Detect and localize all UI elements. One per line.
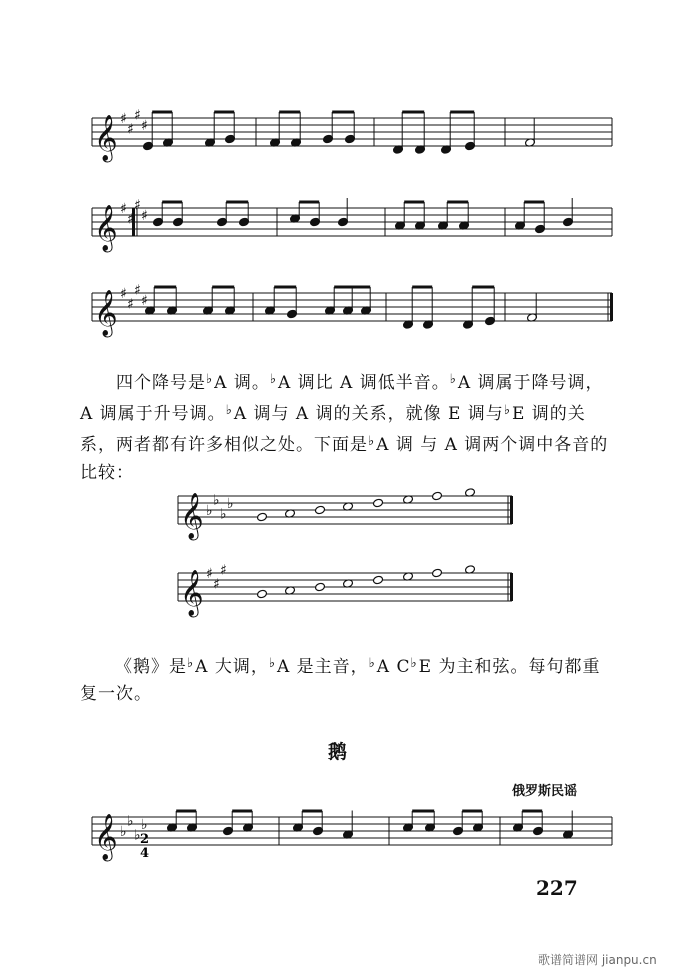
flat-icon: ♭: [213, 492, 220, 509]
treble-clef-icon: 𝄞: [180, 570, 204, 616]
sharp-icon: ♯: [120, 111, 127, 127]
text-run: A 调 与 A 调两个调中各音的比较：: [80, 435, 609, 483]
treble-clef-icon: 𝄞: [94, 814, 118, 860]
sharp-icon: ♯: [127, 296, 134, 313]
text-run: E 为主和弦。每句都重: [418, 657, 601, 677]
flat-sign: ♭: [206, 372, 214, 387]
text-run: E 调的关系，两者都有许多相似之处。下面是: [80, 404, 586, 455]
flat-sign: ♭: [449, 372, 457, 387]
flat-sign: ♭: [503, 403, 511, 418]
flat-icon: ♭: [220, 506, 227, 523]
sharp-icon: ♯: [220, 562, 227, 579]
final-barline: [610, 293, 613, 321]
sharp-icon: ♯: [206, 566, 213, 582]
flat-sign: ♭: [410, 656, 418, 671]
staff: [92, 208, 612, 236]
flat-icon: ♭: [141, 817, 148, 833]
note-head: [373, 498, 384, 508]
song-attribution: 俄罗斯民谣: [512, 784, 578, 799]
flat-icon: ♭: [134, 827, 141, 844]
note-head: [432, 568, 443, 578]
sharp-icon: ♯: [213, 576, 220, 593]
sharp-icon: ♯: [120, 286, 127, 302]
final-barline: [510, 573, 513, 601]
text-run: A C: [376, 657, 411, 677]
flat-sign: ♭: [368, 656, 376, 671]
sharp-icon: ♯: [134, 107, 141, 124]
time-signature-top: 2: [140, 832, 150, 847]
sharp-icon: ♯: [127, 121, 134, 138]
sharp-icon: ♯: [127, 211, 134, 228]
treble-clef-icon: 𝄞: [94, 290, 118, 336]
sharp-icon: ♯: [120, 201, 127, 217]
text-run: A 是主音，: [276, 657, 369, 677]
flat-icon: ♭: [206, 503, 213, 519]
flat-sign: ♭: [269, 372, 277, 387]
song-title: 鹅: [328, 741, 348, 763]
flat-sign: ♭: [368, 434, 376, 449]
note-head: [315, 582, 326, 592]
flat-sign: ♭: [268, 656, 276, 671]
watermark: 歌谱简谱网 jianpu.cn: [538, 953, 657, 967]
text-run: A 大调，: [195, 657, 269, 677]
text-run: A 调比 A 调低半音。: [277, 373, 450, 393]
text-run: 《鹅》是: [115, 657, 187, 677]
treble-clef-icon: 𝄞: [94, 205, 118, 251]
sharp-icon: ♯: [134, 282, 141, 299]
note-head: [432, 491, 443, 501]
paragraph-key-comparison: [80, 366, 612, 487]
flat-icon: ♭: [120, 824, 127, 840]
flat-sign: ♭: [187, 656, 195, 671]
note-head: [257, 512, 268, 522]
flat-icon: ♭: [127, 813, 134, 830]
sharp-icon: ♯: [141, 208, 148, 224]
note-head: [257, 589, 268, 599]
text-run: A 调。: [214, 373, 270, 393]
paragraph-song-intro-cont: 复一次。: [80, 684, 152, 704]
flat-sign: ♭: [225, 403, 233, 418]
page-number: 227: [536, 876, 578, 900]
paragraph-song-intro: [115, 650, 615, 681]
sharp-icon: ♯: [134, 197, 141, 214]
treble-clef-icon: 𝄞: [94, 115, 118, 161]
text-run: A 调属于降号调，A 调属于升号调。: [80, 373, 604, 424]
note-head: [373, 575, 384, 585]
flat-icon: ♭: [227, 496, 234, 512]
sharp-icon: ♯: [141, 118, 148, 134]
text-run: 四个降号是: [116, 373, 206, 393]
sharp-icon: ♯: [141, 293, 148, 309]
text-run: A 调与 A 调的关系，就像 E 调与: [233, 404, 504, 424]
treble-clef-icon: 𝄞: [180, 493, 204, 539]
final-barline: [510, 496, 513, 524]
note-head: [315, 505, 326, 515]
time-signature-bottom: 4: [140, 846, 150, 861]
